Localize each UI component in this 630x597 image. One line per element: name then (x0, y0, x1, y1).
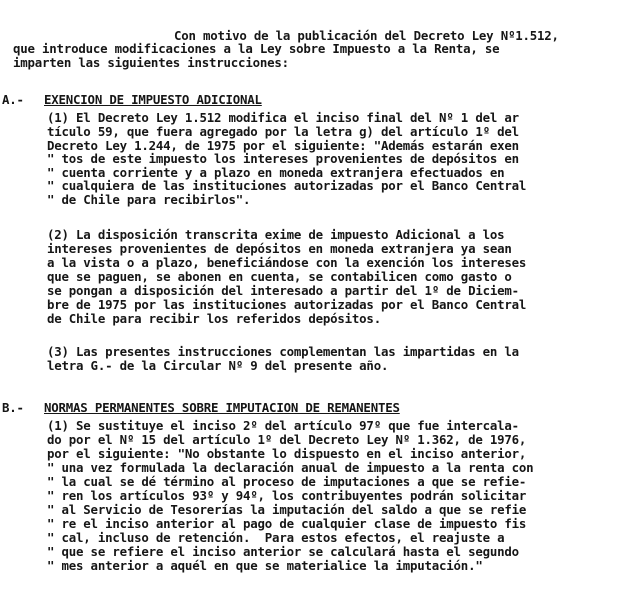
paragraph-line: letra G.- de la Circular Nº 9 del presente año. (47, 358, 389, 373)
paragraph-line: " una vez formulada la declaración anual de impuesto a la renta con (47, 460, 534, 475)
paragraph-line: (2) La disposición transcrita exime de impuesto Adicional a los (47, 227, 505, 242)
paragraph-line: " tos de este impuesto los intereses provenientes de depósitos en (47, 151, 519, 166)
section-b-heading: NORMAS PERMANENTES SOBRE IMPUTACION DE REMANENTES (44, 400, 400, 415)
paragraph-line: do por el Nº 15 del artículo 1º del Decreto Ley Nº 1.362, de 1976, (47, 432, 527, 447)
intro-line: que introduce modificaciones a la Ley sobre Impuesto a la Renta, se (13, 41, 500, 56)
paragraph-line: tículo 59, que fuera agregado por la letra g) del artículo 1º del (47, 124, 519, 139)
paragraph-line: " mes anterior a aquél en que se materialice la imputación." (47, 558, 483, 573)
paragraph-line: " ren los artículos 93º y 94º, los contribuyentes podrán solicitar (47, 488, 527, 503)
paragraph-line: (1) Se sustituye el inciso 2º del artículo 97º que fue intercala- (47, 418, 519, 433)
paragraph-line: se pongan a disposición del interesado a partir del 1º de Diciem- (47, 283, 519, 298)
paragraph-line: de Chile para recibir los referidos depósitos. (47, 311, 381, 326)
paragraph-line: Decreto Ley 1.244, de 1975 por el siguiente: "Además estarán exen (47, 138, 519, 153)
paragraph-line: a la vista o a plazo, beneficiándose con la exención los intereses (47, 255, 527, 270)
paragraph-line: que se paguen, se abonen en cuenta, se contabilicen como gasto o (47, 269, 512, 284)
section-a-marker: A.- (2, 92, 24, 107)
section-b-marker: B.- (2, 400, 24, 415)
paragraph-line: " re el inciso anterior al pago de cualquier clase de impuesto fis (47, 516, 527, 531)
paragraph-line: por el siguiente: "No obstante lo dispuesto en el inciso anterior, (47, 446, 527, 461)
section-a-heading: EXENCION DE IMPUESTO ADICIONAL (44, 92, 262, 107)
intro-line: imparten las siguientes instrucciones: (13, 55, 289, 70)
paragraph-line: " cuenta corriente y a plazo en moneda extranjera efectuados en (47, 165, 505, 180)
paragraph-line: (1) El Decreto Ley 1.512 modifica el inciso final del Nº 1 del ar (47, 110, 519, 125)
paragraph-line: " la cual se dé término al proceso de imputaciones a que se refie- (47, 474, 527, 489)
paragraph-line: " al Servicio de Tesorerías la imputación del saldo a que se refie (47, 502, 527, 517)
paragraph-line: (3) Las presentes instrucciones complementan las impartidas en la (47, 344, 519, 359)
paragraph-line: " de Chile para recibirlos". (47, 192, 251, 207)
paragraph-line: bre de 1975 por las instituciones autorizadas por el Banco Central (47, 297, 527, 312)
paragraph-line: intereses provenientes de depósitos en moneda extranjera ya sean (47, 241, 512, 256)
paragraph-line: " cualquiera de las instituciones autorizadas por el Banco Central (47, 178, 527, 193)
paragraph-line: " cal, incluso de retención. Para estos efectos, el reajuste a (47, 530, 505, 545)
paragraph-line: " que se refiere el inciso anterior se calculará hasta el segundo (47, 544, 519, 559)
intro-line: Con motivo de la publicación del Decreto Ley Nº1.512, (174, 28, 559, 43)
